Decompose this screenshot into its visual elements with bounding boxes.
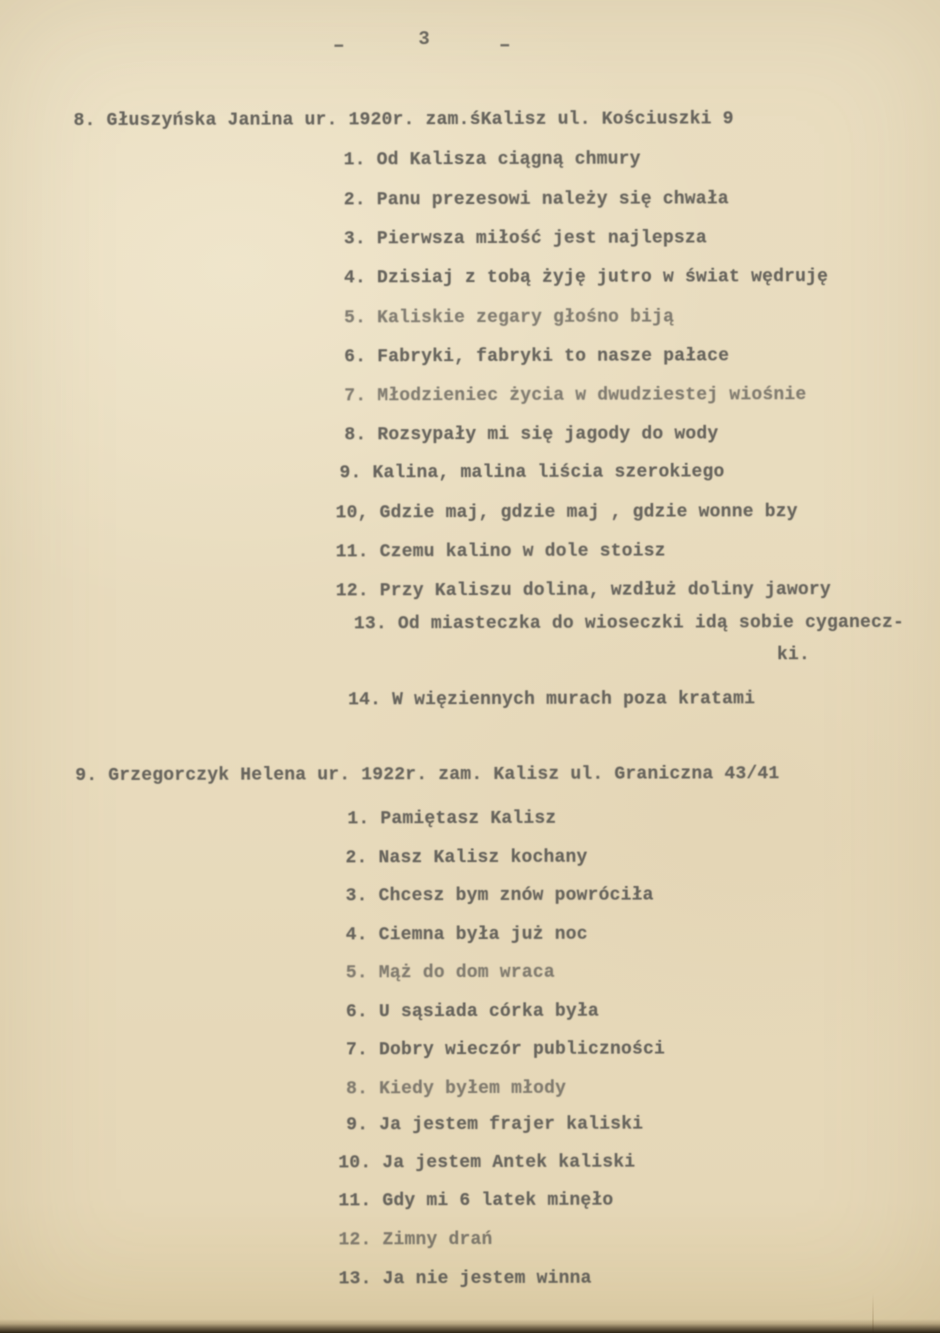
song-line: 4. Dzisiaj z tobą żyję jutro w świat wędruję bbox=[343, 267, 829, 289]
song-line: 13. Ja nie jestem winna bbox=[338, 1268, 592, 1290]
song-line: 11. Gdy mi 6 latek minęło bbox=[338, 1190, 614, 1212]
song-line: 7. Młodzieniec życia w dwudziestej wiośnie bbox=[344, 385, 807, 407]
song-line: 9. Kalina, malina liścia szerokiego bbox=[339, 462, 725, 484]
song-line: 10. Ja jestem Antek kaliski bbox=[338, 1152, 636, 1174]
song-line: 4. Ciemna była już noc bbox=[345, 924, 588, 946]
song-line-continuation: ki. bbox=[776, 645, 811, 666]
page-number-dash-left: - bbox=[329, 35, 349, 58]
page-number: 3 bbox=[418, 28, 430, 51]
entry-9-header: 9. Grzegorczyk Helena ur. 1922r. zam. Kalisz ul. Graniczna 43/41 bbox=[75, 764, 780, 787]
song-line: 8. Rozsypały mi się jagody do wody bbox=[344, 424, 719, 446]
page-number-dash-right: - bbox=[495, 34, 515, 57]
song-line: 10, Gdzie maj, gdzie maj , gdzie wonne bzy bbox=[335, 502, 798, 524]
song-line: 12. Przy Kaliszu dolina, wzdłuż doliny jawory bbox=[335, 580, 831, 602]
song-line: 2. Panu prezesowi należy się chwała bbox=[343, 189, 729, 211]
song-line: 6. U sąsiada córka była bbox=[345, 1001, 599, 1023]
song-line: 2. Nasz Kalisz kochany bbox=[345, 847, 588, 869]
song-line: 11. Czemu kalino w dole stoisz bbox=[335, 541, 666, 563]
song-line: 1. Od Kalisza ciągną chmury bbox=[343, 149, 641, 171]
song-line: 6. Fabryki, fabryki to nasze pałace bbox=[344, 346, 730, 368]
song-line: 5. Kaliskie zegary głośno biją bbox=[344, 307, 675, 329]
song-line: 14. W więziennych murach poza kratami bbox=[348, 689, 756, 711]
song-line: 12. Zimny drań bbox=[338, 1229, 493, 1251]
song-line: 3. Chcesz bym znów powróciła bbox=[345, 885, 654, 907]
song-line: 7. Dobry wieczór publiczności bbox=[345, 1039, 666, 1061]
song-line: 1. Pamiętasz Kalisz bbox=[347, 808, 557, 830]
entry-8-header: 8. Głuszyńska Janina ur. 1920r. zam.śKalisz ul. Kościuszki 9 bbox=[73, 109, 734, 132]
song-line: 3. Pierwsza miłość jest najlepsza bbox=[343, 228, 707, 250]
scan-bottom-edge bbox=[0, 1319, 940, 1333]
song-line: 8. Kiedy byłem młody bbox=[346, 1078, 567, 1100]
song-line: 9. Ja jestem frajer kaliski bbox=[346, 1114, 644, 1136]
song-line: 13. Od miasteczka do wioseczki idą sobie cyganecz- bbox=[353, 612, 905, 635]
song-line: 5. Mąż do dom wraca bbox=[345, 962, 555, 984]
